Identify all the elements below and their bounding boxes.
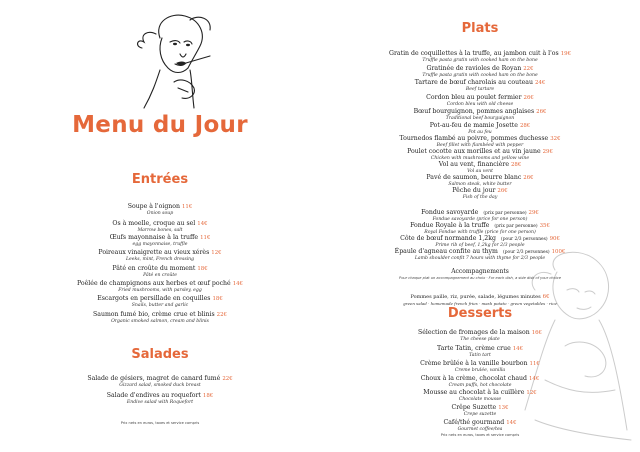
entrees-heading: Entrées [131, 172, 189, 187]
list-item: Choux à la crème, chocolat chaud 14€ Cream puffs, hot chocolate [420, 375, 540, 388]
list-item: Poêlée de champignons aux herbes et œuf poché 14€ Fried mushrooms, with parsley, egg [77, 280, 243, 293]
list-item: Pavé de saumon, beurre blanc 26€ Salmon steak, white butter [426, 174, 534, 187]
list-item: Salade de gésiers, magret de canard fumé 22€ Gizzard salad, smoked duck breast [87, 375, 233, 388]
list-item: Escargots en persillade en coquilles 18€ Snails, butter and garlic [97, 295, 223, 308]
woman-smoking-illustration-icon [130, 8, 220, 110]
list-item: Pâté en croûte du moment 18€ Pâté en croûte [112, 265, 208, 278]
list-item: Saumon fumé bio, crème crue et blinis 22€ Organic smoked salmon, cream and blinis [93, 311, 227, 324]
price-note: Prix nets en euros, taxes et service compris [120, 421, 200, 425]
price-note: Prix nets en euros, taxes et service compris [440, 433, 520, 437]
list-item: Gratin de coquillettes à la truffe, au jambon cuit à l'os 19€ Truffle pasta gratin with cooked ham on the bone [389, 50, 571, 63]
list-item: Crêpe Suzette 13€ Crepe suzette [451, 404, 509, 417]
list-item: Tartare de bœuf charolais au couteau 24€ Beef tartare [414, 79, 546, 92]
list-item: Poulet cocotte aux morilles et au vin jaune 29€ Chicken with mushrooms and yellow wine [407, 148, 553, 161]
list-item: Mousse au chocolat à la cuillère 12€ Chocolate mousse [423, 389, 537, 402]
list-item: Sélection de fromages de la maison 16€ The cheese plate [418, 329, 542, 342]
list-item: Cordon bleu au poulet fermier 26€ Cordon bleu with old cheese [426, 94, 534, 107]
list-item: Côte de bœuf normande 1,2kg (pour 2/3 personnes) 90€ Prime rib of beef, 1,2kg for 2/3 people [400, 235, 560, 248]
desserts-heading: Desserts [447, 306, 513, 321]
list-item: Crème brûlée à la vanille bourbon 11€ Creme brulée, vanilla [420, 360, 540, 373]
list-item: Tarte Tatin, crème crue 14€ Tatin tart [436, 345, 524, 358]
accompagnements-heading: Accompagnements [451, 268, 509, 275]
list-item: Pommes paille, riz, purée, salade, légumes minutes 6€ green salad · homemade french fries · mash potato · green vegetables · rice [403, 294, 557, 306]
list-item: Bœuf bourguignon, pommes anglaises 26€ Traditional beef bourguignon [413, 108, 547, 121]
list-item: Fondue savoyarde (prix par personne) 29€ Fondue savoyarde (price for one person) [421, 209, 539, 222]
salades-heading: Salades [131, 347, 189, 362]
list-item: Épaule d'agneau confite au thym (pour 2/3 personnes) 100€ Lamb shoulder confit 7 hours with thyme for 2/3 people [394, 248, 566, 261]
list-item: Salade d'endives au roquefort 18€ Endive salad with Roquefort [106, 392, 214, 405]
list-item: Poireaux vinaigrette au vieux xérès 12€ Leeks, mint, French dressing [98, 249, 222, 262]
right-column [320, 0, 640, 452]
list-item: Fondue Royale à la truffe (prix par personne) 35€ Royal Fondue with truffle (price for one person) [410, 222, 550, 235]
plats-heading: Plats [461, 21, 499, 36]
list-item: Pêche du jour 26€ Fish of the day [452, 187, 508, 200]
list-item: Os à moelle, croque au sel 14€ Marrow bones, salt [112, 220, 208, 233]
page-title: Menu du Jour [72, 112, 248, 138]
list-item: Tournedos flambé au poivre, pommes duchesse 32€ Beef fillet with flambéed with pepper [399, 135, 561, 148]
list-item: Pot-au-feu de mamie Josette 28€ Pot au feu [429, 122, 531, 135]
list-item: Vol au vent, financière 28€ Vol au vent [438, 161, 522, 174]
list-item: Soupe à l'oignon 11€ Onion soup [127, 203, 193, 216]
list-item: Café/thé gourmand 14€ Gourmet coffee/tea [443, 419, 517, 432]
list-item: Gratinée de ravioles de Royan 22€ Truffle pasta gratin with cooked ham on the bone [422, 65, 538, 78]
list-item: Œufs mayonnaise à la truffe 11€ egg mayonnaise, truffle [109, 234, 211, 247]
accompagnements-intro: Pour chaque plat un accompagnement au choix · For each dish, a side dish of your choice [399, 276, 561, 280]
